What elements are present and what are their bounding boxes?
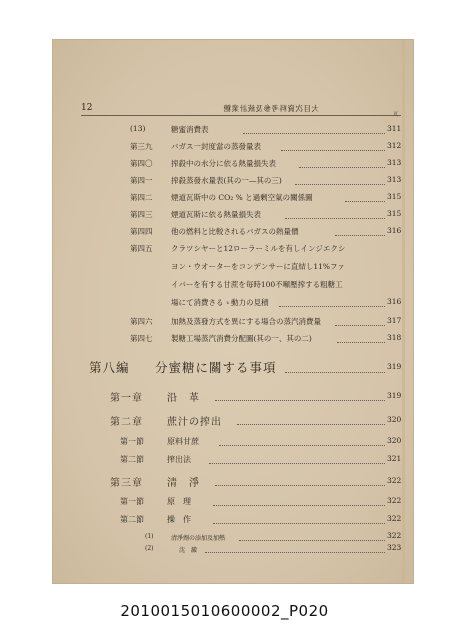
page-gutter — [402, 40, 405, 583]
subsection-title: 清淨劑の添加及加熱 — [171, 535, 226, 542]
subsection-label: (2) — [145, 545, 154, 552]
section-page: 321 — [387, 454, 402, 463]
section-page: 320 — [387, 436, 402, 445]
entry-title: 製糖工場蒸汽消費分配圖(其の一、其の二) — [171, 334, 312, 343]
section-label: 第二節 — [120, 515, 144, 524]
leader-dots — [209, 463, 385, 464]
leader-dots — [239, 540, 385, 541]
entry-title: クラツシヤーと12ローラーミルを有しインジエクシ — [171, 244, 346, 253]
section-label: 第二節 — [120, 455, 144, 464]
subsection-page: 323 — [387, 543, 402, 552]
entry-title-continued: ヨン・ウオーターをコンデンサーに直結し11%ファ — [171, 262, 345, 271]
chapter-title: 蔗汁の搾出 — [167, 417, 222, 428]
entry-page: 316 — [387, 297, 402, 306]
entry-number: 第四六 — [130, 317, 153, 326]
leader-dots — [205, 552, 385, 553]
image-identifier: 2010015010600002_P020 — [120, 602, 329, 620]
chapter-page: 319 — [387, 391, 402, 400]
page-number: 12 — [81, 103, 93, 113]
entry-number: (13) — [130, 124, 146, 133]
entry-title: 煙道瓦斯に依る熱量損失表 — [171, 210, 261, 219]
entry-page: 312 — [387, 141, 402, 150]
book-page — [53, 40, 413, 583]
leader-dots — [213, 505, 385, 506]
entry-title: 煙道瓦斯中の CO₂ % と過剰空氣の關係圖 — [171, 193, 313, 202]
entry-title: 糖蜜消費表 — [171, 125, 209, 134]
header-rule — [81, 115, 401, 116]
section-title: 操 作 — [167, 515, 191, 524]
entry-number: 第四一 — [130, 176, 153, 185]
leader-dots — [335, 235, 385, 236]
leader-dots — [335, 325, 385, 326]
entry-title-continued: イバーを有する甘蔗を毎時100不噸壓搾する粗糖工 — [171, 280, 343, 289]
part-title: 分蜜糖に關する事項 — [155, 360, 277, 375]
section-title: 原料甘蔗 — [167, 437, 199, 446]
entry-page: 316 — [387, 226, 402, 235]
section-label: 第一節 — [120, 437, 144, 446]
leader-dots — [279, 306, 385, 307]
subsection-label: (1) — [145, 533, 154, 540]
leader-dots — [295, 184, 385, 185]
section-page: 322 — [387, 514, 402, 523]
leader-dots — [285, 372, 385, 373]
entry-number: 第四七 — [130, 334, 153, 343]
leader-dots — [219, 445, 385, 446]
section-label: 第一節 — [120, 497, 144, 506]
leader-dots — [213, 523, 385, 524]
subsection-title: 沈 澱 — [179, 547, 198, 554]
leader-dots — [215, 400, 385, 401]
entry-title: 搾殺蒸發水量表(其の一—其の三) — [171, 176, 282, 185]
entry-page: 311 — [387, 124, 402, 133]
entry-title: 他の燃料と比較されるバガスの熱量價 — [171, 227, 299, 236]
leader-dots — [243, 133, 385, 134]
leader-dots — [337, 342, 385, 343]
entry-number: 第四三 — [130, 210, 153, 219]
entry-number: 第四四 — [130, 227, 153, 236]
entry-number: 第四五 — [130, 244, 153, 253]
part-label: 第八編 — [89, 360, 130, 375]
entry-number: 第四二 — [130, 193, 153, 202]
leader-dots — [237, 424, 385, 425]
chapter-label: 第二章 — [110, 417, 143, 428]
entry-title: 搾殺中の水分に依る熱量損失表 — [171, 159, 276, 168]
entry-page: 317 — [387, 316, 402, 325]
entry-page: 313 — [387, 175, 402, 184]
entry-page: 315 — [387, 209, 402, 218]
chapter-label: 第三章 — [110, 478, 143, 489]
chapter-label: 第一章 — [110, 393, 143, 404]
entry-title: バガス一封度當の蒸發量表 — [171, 142, 261, 151]
entry-page: 313 — [387, 158, 402, 167]
section-title: 原 理 — [167, 497, 191, 506]
entry-title: 加熱及蒸發方式を異にする場合の蒸汽消費量 — [171, 317, 321, 326]
subsection-page: 322 — [387, 531, 402, 540]
chapter-title: 清 淨 — [167, 478, 200, 489]
running-title: 大目次資料考參及統計業糖 — [223, 104, 319, 113]
leader-dots — [299, 167, 385, 168]
leader-dots — [345, 201, 385, 202]
leader-dots — [215, 485, 385, 486]
entry-title-continued: 場にて消費さるゝ動力の見積 — [171, 298, 269, 307]
entry-number: 第三九 — [130, 142, 153, 151]
chapter-page: 320 — [387, 415, 402, 424]
chapter-page: 322 — [387, 476, 402, 485]
entry-page: 318 — [387, 333, 402, 342]
section-page: 322 — [387, 496, 402, 505]
leader-dots — [281, 150, 385, 151]
leader-dots — [285, 218, 385, 219]
part-page: 319 — [387, 362, 402, 371]
entry-number: 第四〇 — [130, 159, 153, 168]
entry-page: 315 — [387, 192, 402, 201]
chapter-title: 沿 革 — [167, 393, 200, 404]
section-title: 搾出法 — [167, 455, 191, 464]
